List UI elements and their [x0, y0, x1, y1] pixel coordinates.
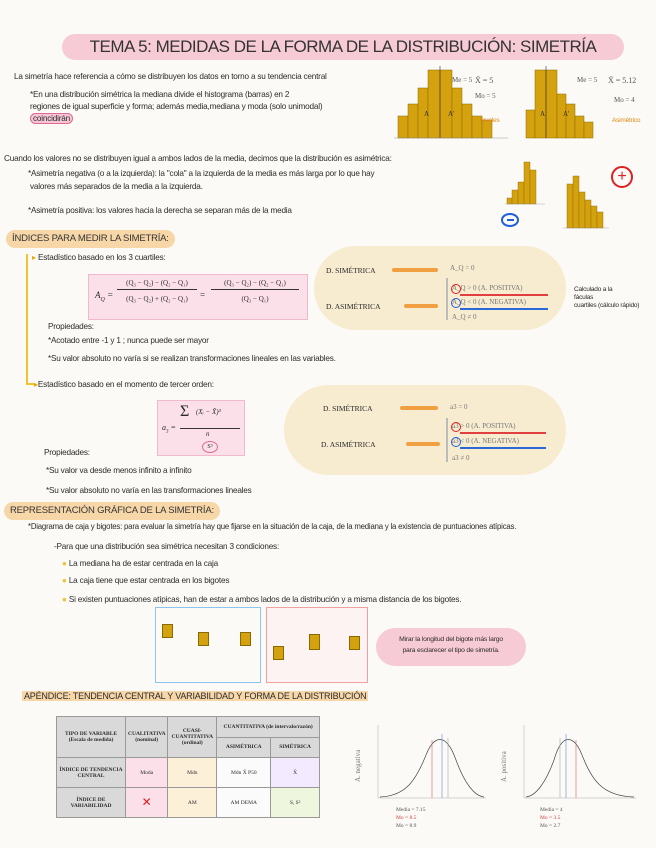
- q-pos-underline: [460, 294, 548, 296]
- arrow-m-sim: [400, 406, 438, 410]
- section-appendix: APÉNDICE: TENDENCIA CENTRAL Y VARIABILIDAD Y FORMA DE LA DISTRIBUCIÓN: [24, 691, 367, 701]
- m-pos: a3 > 0 (A. POSITIVA): [452, 422, 516, 430]
- props1-b: *Su valor absoluto no varía si se realizan transformaciones lineales en las variables.: [48, 354, 336, 363]
- graphic-line-1: *Diagrama de caja y bigotes: para evaluar la simetría hay que fijarse en la situación de la caja, de la mediana y la existencia de puntuaciones atípicas.: [28, 522, 517, 531]
- m-brace: [446, 418, 448, 462]
- bracket-tick: [26, 383, 34, 385]
- intro-line-6: *Asimetría negativa (o a la izquierda): la "cola" a la izquierda de la media es más larga por lo que hay: [28, 169, 375, 178]
- curve2-axis: A. positiva: [500, 751, 508, 782]
- intro-line-1: La simetría hace referencia a cómo se distribuyen los datos en torno a su tendencia central: [14, 72, 327, 81]
- q-neq: A_Q ≠ 0: [452, 313, 477, 321]
- q-neg: A_Q < 0 (A. NEGATIVA): [452, 298, 527, 306]
- q-red-circle: [451, 284, 461, 294]
- q-brace: [446, 278, 448, 320]
- section-indices: ÍNDICES PARA MEDIR LA SIMETRÍA:: [6, 230, 175, 248]
- hist2-me: Me = 5: [577, 76, 598, 84]
- minus-icon: [501, 213, 519, 227]
- graphic-line-2: -Para que una distribución sea simétrica necesitan 3 condiciones:: [54, 542, 280, 551]
- props1-a: *Acotado entre -1 y 1 ; nunca puede ser mayor: [48, 336, 209, 345]
- m-neg-underline: [460, 447, 546, 449]
- hist2-a: A: [540, 110, 546, 118]
- tip-bubble: Mirar la longitud del bigote más largo para esclarecer el tipo de simetría.: [376, 628, 526, 666]
- m-blue-circle: [451, 437, 461, 447]
- arrow-m-asim: [406, 442, 440, 446]
- q-s0: A_Q = 0: [450, 264, 475, 272]
- curve1-stats: Media = 7.15 Mo = 8.5 Mo = 8.9: [396, 807, 426, 829]
- page-title: TEMA 5: MEDIDAS DE LA FORMA DE LA DISTRIBUCIÓN: SIMETRÍA: [62, 34, 624, 60]
- props1-heading: Propiedades:: [48, 322, 94, 331]
- q-sim: D. SIMÉTRICA: [326, 266, 376, 275]
- m-pos-underline: [460, 432, 546, 434]
- hist2-mo: Mo = 4: [614, 96, 635, 104]
- m-s0: a3 = 0: [450, 403, 468, 411]
- hist2-tag: Asimétrico: [612, 117, 641, 124]
- props2-heading: Propiedades:: [44, 448, 90, 457]
- arrow-q-asim: [404, 304, 438, 308]
- intro-line-7: valores más separados de la media a la izquierda.: [30, 182, 203, 191]
- hist1-a2: A': [448, 110, 455, 118]
- boxplot-group-blue: [155, 607, 261, 683]
- skew-curves: [346, 720, 646, 810]
- q-pos: A_Q > 0 (A. POSITIVA): [452, 284, 523, 292]
- intro-line-2: *En una distribución simétrica la mediana divide el histograma (barras) en 2: [30, 90, 290, 99]
- m-neg: a3 < 0 (A. NEGATIVA): [452, 437, 520, 445]
- quartile-classification: [314, 246, 566, 330]
- hist1-mo: Mo = 5: [475, 92, 496, 100]
- arrow-q-sim: [392, 268, 438, 272]
- intro-line-3: regiones de igual superficie y forma; además media,mediana y moda (solo unimodal): [30, 102, 323, 111]
- hist1-mean: X̄ = 5: [475, 76, 494, 85]
- hist1-me: Me = 5: [452, 76, 473, 84]
- m-red-circle: [451, 422, 461, 432]
- graphic-line-4: ● La caja tiene que estar centrada en los bigotes: [62, 576, 230, 585]
- intro-line-5: Cuando los valores no se distribuyen igual a ambos lados de la media, decimos que la distribución es asimétrica:: [4, 154, 392, 163]
- note-quartiles: Calculado a la fáculas cuartiles (cálculo rápido): [574, 286, 640, 309]
- hist1-a: A: [424, 110, 430, 118]
- curve2-stats: Media = 4 Mo = 3.5 Mo = 2.7: [540, 807, 563, 829]
- bullet-moment: ▸Estadístico basado en el momento de tercer orden:: [34, 380, 214, 389]
- props2-b: *Su valor absoluto no varía en las transformaciones lineales: [46, 486, 252, 495]
- formula-moment: $a_3$ = Σ (Xᵢ − X̄)³ n S³: [157, 400, 245, 456]
- curve1-axis: A. negativa: [354, 749, 362, 782]
- moment-classification: [284, 385, 566, 475]
- graphic-line-3: ● La mediana ha de estar centrada en la caja: [62, 559, 218, 568]
- q-asim: D. ASIMÉTRICA: [326, 302, 381, 311]
- intro-line-8: *Asimetría positiva: los valores hacia la derecha se separan más de la media: [28, 206, 292, 215]
- section-graphic: REPRESENTACIÓN GRÁFICA DE LA SIMETRÍA:: [4, 502, 220, 520]
- boxplot-group-red: [266, 607, 368, 683]
- formula-quartiles: $A_Q$ = (Q₃ − Q₂) − (Q₂ − Q₁) (Q₃ − Q₂) + (Q₂ − Q₁) = (Q₃ − Q₂) − (Q₂ − Q₁) (Q₃ − Q₁): [88, 274, 308, 320]
- m-asim: D. ASIMÉTRICA: [321, 440, 376, 449]
- bullet-cuartiles: ▸ Estadístico basado en los 3 cuartiles:: [32, 253, 166, 262]
- intro-line-4: coincidirán: [30, 113, 73, 125]
- hist2-a2: A': [563, 110, 570, 118]
- m-sim: D. SIMÉTRICA: [323, 404, 373, 413]
- props2-a: *Su valor va desde menos infinito a infinito: [46, 466, 192, 475]
- q-blue-circle: [451, 298, 461, 308]
- plus-icon: +: [611, 166, 633, 188]
- bracket-line: [26, 254, 28, 384]
- hist1-tag: Iguales: [480, 117, 500, 124]
- appendix-table: TIPO DE VARIABLE (Escala de medida) CUALITATIVA (nominal) CUASI-CUANTITATIVA (ordinal) CUANTITATIVA (de intervalo/razón) ASIMÉTRICA SIMÉTRICA ÍNDICE DE TENDENCIA CENTRAL Moda Mdn Mdn X̄ P50 X̄ ÍNDICE DE VARIABILIDAD ✕ AM AM DEMA S, S²: [56, 716, 320, 818]
- q-neg-underline: [460, 308, 548, 310]
- graphic-line-5: ● Si existen puntuaciones atípicas, han de estar a ambos lados de la distribución y a misma distancia de los bigotes.: [62, 595, 462, 604]
- m-neq: a3 ≠ 0: [452, 454, 470, 462]
- hist2-mean: X̄ = 5.12: [608, 76, 637, 85]
